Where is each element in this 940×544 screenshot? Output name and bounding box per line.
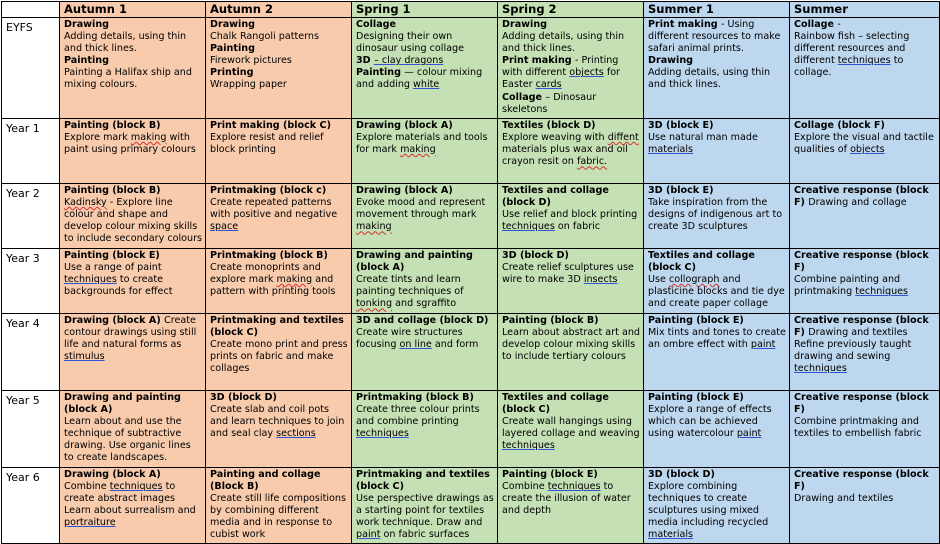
unit-description: Explore weaving with diffent materials plus wax and oil crayon resit on fabric. (502, 132, 639, 168)
unit-heading: Drawing (block A) (356, 185, 453, 196)
cell-spring-2 (498, 468, 644, 544)
unit-heading: Printmaking and textiles (block C) (210, 315, 344, 339)
header-summer: Summer (790, 2, 940, 18)
cell-summer (790, 249, 940, 314)
unit-description: Create relief sculptures use wire to make 3D insects (502, 262, 634, 286)
table-row (2, 18, 940, 119)
cell-autumn-2 (206, 249, 352, 314)
cell-summer (790, 18, 940, 119)
unit-heading: Drawing (block A) (64, 469, 161, 480)
cell-spring-2 (498, 18, 644, 119)
unit-description: Use relief and block printing techniques on fabric (502, 209, 638, 233)
unit-heading: Collage (block F) (794, 120, 885, 131)
unit-description: Create repeated patterns with positive and negative space (210, 197, 338, 233)
unit-heading: Painting (356, 67, 405, 79)
cell-autumn-2 (206, 468, 352, 544)
unit-description: Take inspiration from the designs of indigenous art to create 3D sculptures (648, 197, 783, 233)
unit-description: Create three colour prints and combine printing techniques (356, 404, 480, 440)
unit-description: Firework pictures (210, 55, 292, 67)
unit-description: - Printing with different objects for Easter (502, 55, 621, 91)
cell-spring-1 (352, 18, 498, 119)
cell-spring-1 (352, 249, 498, 314)
underlined-word: space (210, 221, 239, 233)
underlined-word: techniques (356, 428, 409, 440)
header-autumn-2: Autumn 2 (206, 2, 352, 18)
cell-spring-2 (498, 391, 644, 468)
unit-description: Use a range of paint techniques to create backgrounds for effect (64, 262, 173, 298)
unit-description: Explore the visual and tactile qualities of objects (794, 132, 934, 156)
cell-autumn-2 (206, 314, 352, 391)
underlined-word: paint (736, 428, 762, 440)
underlined-word: materials (648, 144, 694, 156)
unit-heading: Drawing and painting (block A) (64, 392, 181, 416)
cell-spring-1 (352, 314, 498, 391)
underlined-word: portraiture (64, 517, 116, 529)
spellcheck-word: making (356, 221, 392, 233)
cell-summer (790, 391, 940, 468)
unit-description: Learn about surrealism and portraiture (64, 505, 196, 529)
underlined-word: techniques (837, 55, 891, 67)
unit-heading: Printmaking and textiles (block C) (356, 469, 490, 493)
unit-description: Combine techniques to create the illusion of water and depth (502, 481, 631, 517)
unit-heading: Drawing (64, 19, 110, 30)
unit-heading: Collage (356, 19, 397, 30)
unit-heading: Painting (block B) (64, 120, 161, 131)
unit-heading: Painting (block B) (64, 185, 161, 196)
unit-description: — colour mixing and adding (356, 67, 483, 91)
spellcheck-word: diffent (607, 132, 639, 144)
unit-description: Create slab and coil pots and learn techniques to join and seal clay sections (210, 404, 345, 440)
unit-heading: Creative response (block F) (794, 469, 929, 493)
unit-heading: Creative response (block F) (794, 250, 929, 274)
unit-heading: Painting (block E) (648, 315, 744, 326)
cell-spring-1 (352, 391, 498, 468)
cell-summer (790, 468, 940, 544)
table-row (2, 468, 940, 544)
cell-autumn-1 (60, 468, 206, 544)
year-label: EYFS (2, 18, 60, 119)
cell-summer-1 (644, 184, 790, 249)
unit-description: Painting a Halifax ship and mixing colours. (64, 67, 192, 91)
underlined-word: materials (648, 529, 694, 541)
unit-heading: Print making (block C) (210, 120, 331, 131)
cell-autumn-1 (60, 18, 206, 119)
unit-line (502, 55, 640, 91)
cell-summer-1 (644, 119, 790, 184)
spellcheck-word: making (400, 144, 436, 156)
underlined-word: techniques (855, 286, 909, 298)
unit-heading: Drawing and painting (block A) (356, 250, 473, 274)
cell-spring-2 (498, 119, 644, 184)
unit-description: Chalk Rangoli patterns (210, 31, 319, 43)
unit-description: Wrapping paper (210, 79, 287, 91)
unit-heading: Drawing (block A) (356, 120, 453, 131)
table-body (2, 18, 940, 544)
unit-description: Designing their own dinosaur using collage (356, 31, 465, 55)
unit-heading: Textiles and collage (block C) (502, 392, 609, 416)
unit-description: Learn about abstract art and develop colour mixing skills to include tertiary colours (502, 327, 641, 363)
table-row (2, 314, 940, 391)
unit-heading: 3D (block D) (648, 469, 715, 480)
underlined-word: white (413, 79, 440, 91)
unit-description: Combine techniques to create abstract images (64, 481, 176, 505)
year-label: Year 6 (2, 468, 60, 544)
cell-spring-1 (352, 119, 498, 184)
unit-description: Combine painting and printmaking techniques (794, 274, 909, 298)
underlined-word: insects (583, 274, 618, 286)
unit-description: Rainbow fish – selecting different resources and different techniques to collage. (794, 31, 910, 79)
unit-heading: Painting (210, 43, 255, 55)
unit-heading: Drawing (502, 19, 548, 30)
cell-summer (790, 184, 940, 249)
table-row (2, 391, 940, 468)
unit-heading: Drawing (648, 55, 694, 67)
year-label: Year 1 (2, 119, 60, 184)
unit-line (648, 19, 786, 55)
spellcheck-word: Kadinsky (64, 197, 107, 209)
unit-description: Use natural man made materials (648, 132, 758, 156)
unit-heading: Painting (block E) (502, 469, 598, 480)
unit-description: - (837, 19, 841, 30)
cell-autumn-1 (60, 119, 206, 184)
unit-heading: Collage (794, 19, 838, 30)
spellcheck-word: tonking (356, 298, 393, 310)
cell-summer-1 (644, 249, 790, 314)
cell-spring-1 (352, 468, 498, 544)
underlined-word: paint (356, 529, 381, 541)
cell-autumn-2 (206, 119, 352, 184)
cell-summer (790, 314, 940, 391)
cell-autumn-2 (206, 18, 352, 119)
spellcheck-word: collograph (669, 274, 720, 286)
unit-heading: Creative response (block F) (794, 185, 929, 209)
unit-description: – Dinosaur skeletons (502, 91, 597, 115)
header-autumn-1: Autumn 1 (60, 2, 206, 18)
unit-heading: Drawing (block A) (64, 315, 165, 326)
underlined-word: techniques (502, 440, 555, 452)
unit-description: Explore resist and relief block printing (210, 132, 324, 156)
spellcheck-word: making (130, 132, 167, 144)
unit-description: Create monoprints and explore mark making and pattern with printing tools (210, 262, 336, 298)
underlined-word: sections (276, 428, 316, 440)
underlined-word: on line (399, 339, 432, 351)
unit-heading: Collage (502, 91, 546, 103)
unit-description: Drawing and collage (808, 197, 907, 209)
cell-autumn-1 (60, 391, 206, 468)
unit-line (794, 19, 936, 31)
spellcheck-word: making (276, 274, 313, 286)
unit-heading: Print making (502, 55, 575, 67)
cell-summer-1 (644, 18, 790, 119)
table-row (2, 249, 940, 314)
header-spring-1: Spring 1 (352, 2, 498, 18)
unit-heading: Textiles and collage (block D) (502, 185, 609, 209)
unit-description: Create contour drawings using still life and natural forms as (64, 315, 197, 351)
underlined-word: techniques (64, 274, 117, 286)
cell-summer-1 (644, 314, 790, 391)
unit-description: Adding details, using thin and thick lines. (64, 31, 187, 55)
unit-heading: Textiles and collage (block C) (648, 250, 755, 274)
cell-summer (790, 119, 940, 184)
unit-description: Explore materials and tools for mark making (356, 132, 488, 156)
unit-heading: Printmaking (block B) (356, 392, 474, 403)
unit-heading: Painting (block E) (64, 250, 160, 261)
unit-description: Explore combining techniques to create sculptures using mixed media including recycled materials (648, 481, 769, 541)
underlined-word: objects (850, 144, 885, 156)
unit-description: Explore a range of effects which can be achieved using watercolour paint (648, 404, 772, 440)
unit-description: Refine previously taught drawing and sewing techniques (794, 339, 912, 375)
unit-heading: Printing (210, 67, 254, 79)
unit-line (64, 315, 202, 363)
header-row (2, 2, 940, 18)
underlined-word: techniques (547, 481, 601, 493)
cell-spring-2 (498, 184, 644, 249)
unit-heading: Print making (648, 19, 721, 30)
unit-heading: 3D (356, 55, 374, 67)
unit-heading: 3D (block D) (210, 392, 277, 403)
cell-autumn-1 (60, 314, 206, 391)
cell-autumn-2 (206, 184, 352, 249)
unit-description: Create still life compositions by combining different media and in response to cubist work (210, 493, 346, 541)
cell-summer-1 (644, 391, 790, 468)
table-row (2, 119, 940, 184)
unit-heading: Textiles (block D) (502, 120, 596, 131)
unit-description: Learn about and use the technique of subtractive drawing. Use organic lines to create landscapes. (64, 416, 191, 464)
unit-heading: 3D (block E) (648, 185, 714, 196)
unit-description: Create wire structures focusing on line and form (356, 327, 479, 351)
unit-line (794, 185, 936, 209)
underlined-word: paint (750, 339, 776, 351)
underlined-word: – clay dragons (373, 55, 444, 67)
unit-description: Create tints and learn painting techniques of tonking and sgraffito (356, 274, 464, 310)
table-row (2, 184, 940, 249)
unit-heading: Painting (block E) (648, 392, 744, 403)
unit-description: Combine printmaking and textiles to embellish fabric (794, 416, 922, 440)
unit-line (794, 315, 936, 339)
header-spring-2: Spring 2 (498, 2, 644, 18)
spellcheck-word: fabric. (576, 156, 608, 168)
year-label: Year 5 (2, 391, 60, 468)
cell-autumn-1 (60, 249, 206, 314)
underlined-word: techniques (502, 221, 555, 233)
underlined-word: techniques (109, 481, 163, 493)
unit-description: Drawing and textiles (808, 327, 908, 339)
unit-description: Adding details, using thin and thick lines. (502, 31, 625, 55)
unit-heading: Creative response (block F) (794, 315, 929, 339)
cell-spring-2 (498, 314, 644, 391)
unit-line (502, 92, 640, 116)
unit-heading: Painting and collage (Block B) (210, 469, 321, 493)
header-corner (2, 2, 60, 18)
art-curriculum-table (1, 1, 940, 544)
unit-heading: 3D (block D) (502, 250, 569, 261)
unit-description: Evoke mood and represent movement through mark making (356, 197, 486, 233)
underlined-word: cards (535, 79, 562, 91)
cell-spring-2 (498, 249, 644, 314)
cell-autumn-2 (206, 391, 352, 468)
unit-description: Use perspective drawings as a starting point for textiles work technique. Draw and paint on fabric surfaces (356, 493, 494, 541)
year-label: Year 2 (2, 184, 60, 249)
unit-heading: Painting (block B) (502, 315, 599, 326)
year-label: Year 4 (2, 314, 60, 391)
cell-summer-1 (644, 468, 790, 544)
cell-spring-1 (352, 184, 498, 249)
unit-description: - Using different resources to make safari animal prints. (648, 19, 781, 55)
unit-description: Mix tints and tones to create an ombre effect with paint (648, 327, 786, 351)
unit-description: Kadinsky - Explore line colour and shape and develop colour mixing skills to include secondary colours (64, 197, 203, 245)
unit-description: Create wall hangings using layered collage and weaving techniques (502, 416, 640, 452)
unit-heading: Creative response (block F) (794, 392, 929, 416)
unit-heading: Painting (64, 55, 109, 67)
unit-description: Create mono print and press prints on fabric and make collages (210, 339, 348, 375)
year-label: Year 3 (2, 249, 60, 314)
underlined-word: objects (569, 67, 604, 79)
cell-autumn-1 (60, 184, 206, 249)
unit-line (356, 55, 494, 67)
unit-heading: Printmaking (block B) (210, 250, 328, 261)
unit-heading: Drawing (210, 19, 256, 30)
unit-heading: 3D (block E) (648, 120, 714, 131)
unit-description: Explore mark making with paint using primary colours (64, 132, 196, 156)
underlined-word: stimulus (64, 351, 105, 363)
unit-description: Drawing and textiles (794, 493, 894, 505)
header-summer-1: Summer 1 (644, 2, 790, 18)
unit-heading: Printmaking (block c) (210, 185, 327, 196)
underlined-word: techniques (794, 363, 847, 375)
unit-line (356, 67, 494, 91)
unit-description: Adding details, using thin and thick lines. (648, 67, 771, 91)
unit-description: Use collograph and plasticine blocks and tie dye and create paper collage (648, 274, 785, 310)
unit-heading: 3D and collage (block D) (356, 315, 489, 326)
